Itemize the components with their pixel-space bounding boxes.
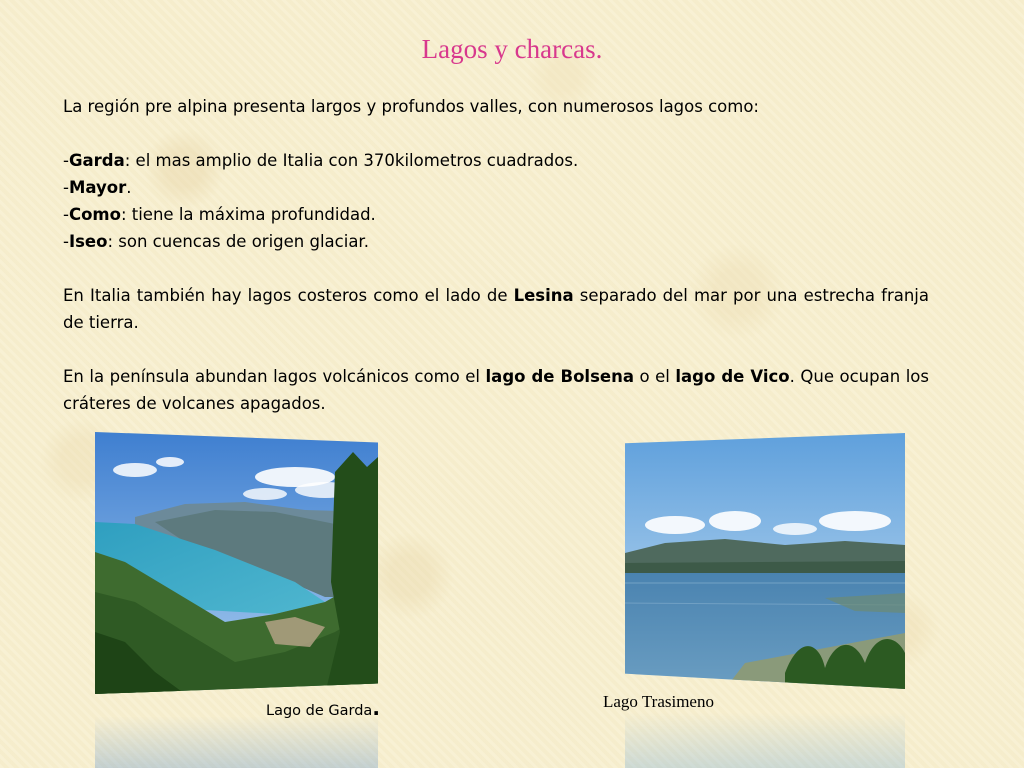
lago-de-garda-photo — [95, 432, 378, 694]
intro-paragraph: La región pre alpina presenta largos y profundos valles, con numerosos lagos como: — [63, 97, 759, 116]
lago-trasimeno-caption: Lago Trasimeno — [603, 692, 714, 711]
slide-body — [63, 93, 929, 417]
slide-title: Lagos y charcas. — [421, 34, 603, 64]
lake-name: Como — [68, 205, 121, 224]
lake-name: Mayor — [68, 178, 127, 197]
lake-item-garda: -Garda: el mas amplio de Italia con 370kilometros cuadrados. — [63, 151, 579, 170]
lago-de-garda-caption: Lago de Garda. — [266, 696, 380, 720]
lake-name: Iseo — [68, 232, 108, 251]
lake-item-mayor: -Mayor. — [63, 178, 132, 197]
coastal-lakes-paragraph: En Italia también hay lagos costeros como el lado de Lesina separado del mar por una estrecha franja de tierra. — [63, 286, 929, 332]
lake-item-iseo: -Iseo: son cuencas de origen glaciar. — [63, 232, 369, 251]
volcanic-lakes-paragraph: En la península abundan lagos volcánicos como el lago de Bolsena o el lago de Vico. Que ocupan los cráteres de volcanes apagados. — [63, 367, 929, 413]
lake-name: Garda — [68, 151, 125, 170]
lake-item-como: -Como: tiene la máxima profundidad. — [63, 205, 376, 224]
lago-trasimeno-photo — [625, 433, 905, 689]
